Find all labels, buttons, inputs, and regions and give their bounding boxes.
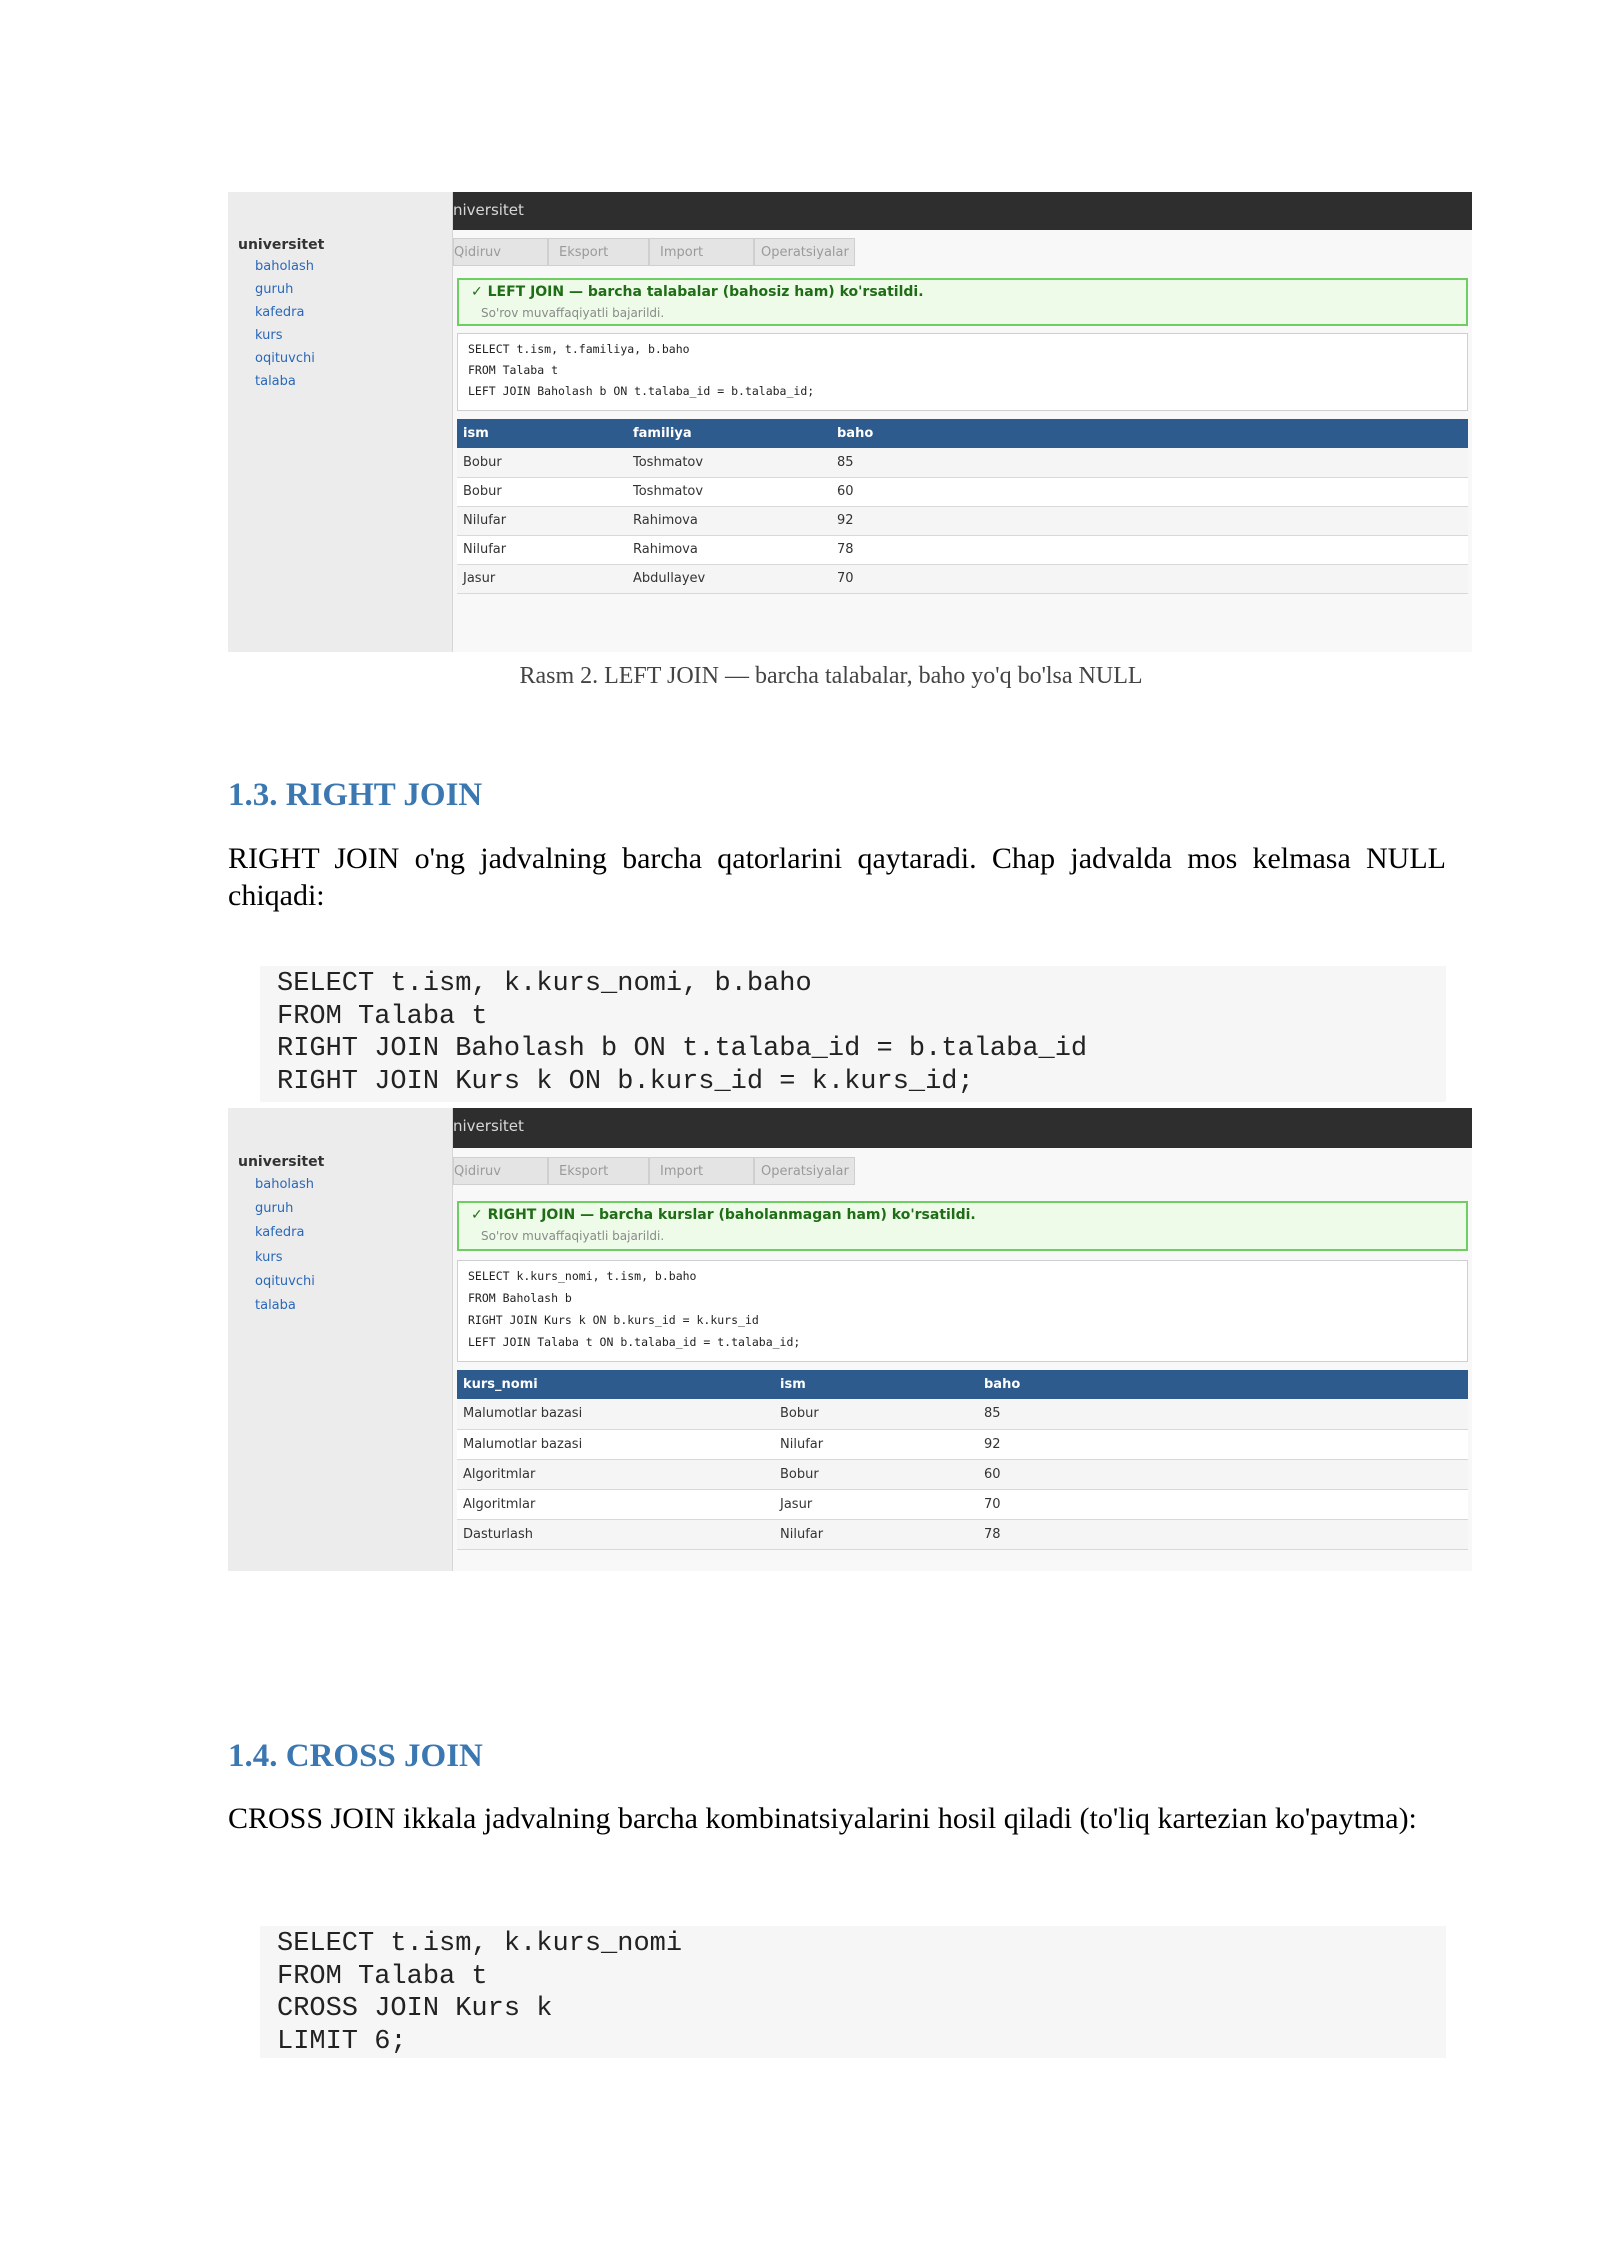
table-cell: Rahimova bbox=[627, 535, 831, 564]
notice-subtitle: So'rov muvaffaqiyatli bajarildi. bbox=[481, 1229, 665, 1243]
tab-qidiruv[interactable]: Qidiruv bbox=[453, 238, 548, 266]
table-link-oqituvchi[interactable]: oqituvchi bbox=[255, 1274, 315, 1289]
code-line: RIGHT JOIN Baholash b ON t.talaba_id = b.talaba_id bbox=[277, 1034, 1088, 1064]
success-notice bbox=[457, 278, 1468, 326]
code-line: FROM Talaba t bbox=[277, 1001, 488, 1032]
table-link-oqituvchi[interactable]: oqituvchi bbox=[255, 351, 315, 366]
table-row bbox=[457, 535, 1468, 564]
table-cell: Rahimova bbox=[627, 506, 831, 535]
db-name[interactable]: universitet bbox=[238, 237, 325, 253]
table-cell: 78 bbox=[831, 535, 1468, 564]
table-cell: 60 bbox=[831, 477, 1468, 506]
sql-box bbox=[457, 333, 1468, 411]
sql-box bbox=[457, 1260, 1468, 1362]
table-cell: 70 bbox=[978, 1489, 1468, 1519]
section-paragraph: RIGHT JOIN o'ng jadvalning barcha qatorlarini qaytaradi. Chap jadvalda mos kelmasa NULL chiqadi: bbox=[228, 842, 1446, 912]
table-cell: Jasur bbox=[457, 564, 627, 593]
table-cell: Malumotlar bazasi bbox=[457, 1399, 774, 1429]
table-cell: Bobur bbox=[774, 1399, 978, 1429]
query-panel bbox=[453, 192, 1472, 652]
table-cell: 85 bbox=[978, 1399, 1468, 1429]
notice-subtitle: So'rov muvaffaqiyatli bajarildi. bbox=[481, 306, 665, 320]
table-link-guruh[interactable]: guruh bbox=[255, 1201, 294, 1216]
db-topbar bbox=[453, 1108, 1472, 1148]
table-row bbox=[457, 506, 1468, 535]
db-title: niversitet bbox=[453, 1117, 524, 1135]
section-heading-cross-join: 1.4. CROSS JOIN bbox=[228, 1738, 483, 1774]
table-cell: 78 bbox=[978, 1519, 1468, 1549]
code-line: RIGHT JOIN Kurs k ON b.kurs_id = k.kurs_id; bbox=[277, 1066, 974, 1097]
tab-import[interactable]: Import bbox=[649, 238, 754, 266]
table-row bbox=[457, 477, 1468, 506]
column-header[interactable]: ism bbox=[774, 1370, 978, 1399]
screenshot-right-join bbox=[228, 1108, 1472, 1571]
column-header[interactable]: ism bbox=[457, 419, 627, 448]
table-header-row bbox=[457, 1370, 1468, 1399]
column-header[interactable]: baho bbox=[831, 419, 1468, 448]
tab-qidiruv[interactable]: Qidiruv bbox=[453, 1157, 548, 1185]
table-link-kurs[interactable]: kurs bbox=[255, 1250, 283, 1265]
table-cell: Bobur bbox=[774, 1459, 978, 1489]
tab-eksport[interactable]: Eksport bbox=[548, 238, 649, 266]
table-link-kafedra[interactable]: kafedra bbox=[255, 1225, 305, 1240]
table-cell: Bobur bbox=[457, 448, 627, 477]
table-cell: Nilufar bbox=[457, 535, 627, 564]
table-link-kafedra[interactable]: kafedra bbox=[255, 305, 305, 320]
result-table bbox=[457, 419, 1468, 594]
table-link-guruh[interactable]: guruh bbox=[255, 282, 294, 297]
db-name[interactable]: universitet bbox=[238, 1154, 325, 1170]
table-row bbox=[457, 564, 1468, 593]
table-link-talaba[interactable]: talaba bbox=[255, 374, 296, 389]
table-cell: Bobur bbox=[457, 477, 627, 506]
table-link-kurs[interactable]: kurs bbox=[255, 328, 283, 343]
notice-title: ✓ LEFT JOIN — barcha talabalar (bahosiz ham) ko'rsatildi. bbox=[471, 284, 924, 300]
table-row bbox=[457, 1489, 1468, 1519]
table-cell: Dasturlash bbox=[457, 1519, 774, 1549]
code-block bbox=[260, 1926, 1446, 2058]
tab-operatsiyalar[interactable]: Operatsiyalar bbox=[754, 238, 855, 266]
table-cell: 60 bbox=[978, 1459, 1468, 1489]
table-cell: Toshmatov bbox=[627, 448, 831, 477]
table-row bbox=[457, 1519, 1468, 1549]
sql-line: RIGHT JOIN Kurs k ON b.kurs_id = k.kurs_id bbox=[468, 1313, 759, 1327]
table-cell: Abdullayev bbox=[627, 564, 831, 593]
table-row bbox=[457, 1399, 1468, 1429]
db-title: niversitet bbox=[453, 201, 524, 219]
sql-line: SELECT t.ism, t.familiya, b.baho bbox=[468, 342, 690, 356]
tab-eksport[interactable]: Eksport bbox=[548, 1157, 649, 1185]
notice-title: ✓ RIGHT JOIN — barcha kurslar (baholanmagan ham) ko'rsatildi. bbox=[471, 1207, 976, 1223]
sql-line: FROM Talaba t bbox=[468, 363, 559, 377]
table-link-baholash[interactable]: baholash bbox=[255, 1177, 315, 1192]
sql-line: SELECT k.kurs_nomi, t.ism, b.baho bbox=[468, 1269, 697, 1283]
table-cell: 85 bbox=[831, 448, 1468, 477]
table-link-baholash[interactable]: baholash bbox=[255, 259, 315, 274]
table-cell: Jasur bbox=[774, 1489, 978, 1519]
table-cell: Toshmatov bbox=[627, 477, 831, 506]
table-cell: Algoritmlar bbox=[457, 1489, 774, 1519]
table-row bbox=[457, 1429, 1468, 1459]
code-line: LIMIT 6; bbox=[277, 2026, 407, 2057]
code-line: FROM Talaba t bbox=[277, 1961, 488, 1992]
table-header-row bbox=[457, 419, 1468, 448]
code-line: CROSS JOIN Kurs k bbox=[277, 1994, 553, 2024]
query-panel bbox=[453, 1108, 1472, 1571]
code-line: SELECT t.ism, k.kurs_nomi bbox=[277, 1929, 683, 1959]
db-sidebar bbox=[228, 192, 453, 652]
table-cell: Nilufar bbox=[774, 1519, 978, 1549]
table-link-talaba[interactable]: talaba bbox=[255, 1298, 296, 1313]
column-header[interactable]: familiya bbox=[627, 419, 831, 448]
table-cell: Malumotlar bazasi bbox=[457, 1429, 774, 1459]
tab-import[interactable]: Import bbox=[649, 1157, 754, 1185]
db-sidebar bbox=[228, 1108, 453, 1571]
table-cell: 70 bbox=[831, 564, 1468, 593]
sql-line: FROM Baholash b bbox=[468, 1291, 572, 1305]
column-header[interactable]: kurs_nomi bbox=[457, 1370, 774, 1399]
table-cell: Nilufar bbox=[774, 1429, 978, 1459]
figure-caption: Rasm 2. LEFT JOIN — barcha talabalar, baho yo'q bo'lsa NULL bbox=[519, 663, 1143, 689]
sql-line: LEFT JOIN Baholash b ON t.talaba_id = b.talaba_id; bbox=[468, 384, 815, 398]
table-cell: Nilufar bbox=[457, 506, 627, 535]
section-heading-right-join: 1.3. RIGHT JOIN bbox=[228, 777, 483, 813]
table-row bbox=[457, 448, 1468, 477]
code-block bbox=[260, 966, 1446, 1102]
table-cell: Algoritmlar bbox=[457, 1459, 774, 1489]
section-paragraph: CROSS JOIN ikkala jadvalning barcha kombinatsiyalarini hosil qiladi (to'liq kartezian ko'paytma): bbox=[228, 1802, 1417, 1835]
table-cell: 92 bbox=[978, 1429, 1468, 1459]
screenshot-left-join bbox=[228, 192, 1472, 652]
table-cell: 92 bbox=[831, 506, 1468, 535]
tab-operatsiyalar[interactable]: Operatsiyalar bbox=[754, 1157, 855, 1185]
success-notice bbox=[457, 1201, 1468, 1251]
column-header[interactable]: baho bbox=[978, 1370, 1468, 1399]
table-row bbox=[457, 1459, 1468, 1489]
sql-line: LEFT JOIN Talaba t ON b.talaba_id = t.talaba_id; bbox=[468, 1335, 801, 1349]
result-table bbox=[457, 1370, 1468, 1550]
code-line: SELECT t.ism, k.kurs_nomi, b.baho bbox=[277, 969, 812, 999]
db-topbar bbox=[453, 192, 1472, 230]
